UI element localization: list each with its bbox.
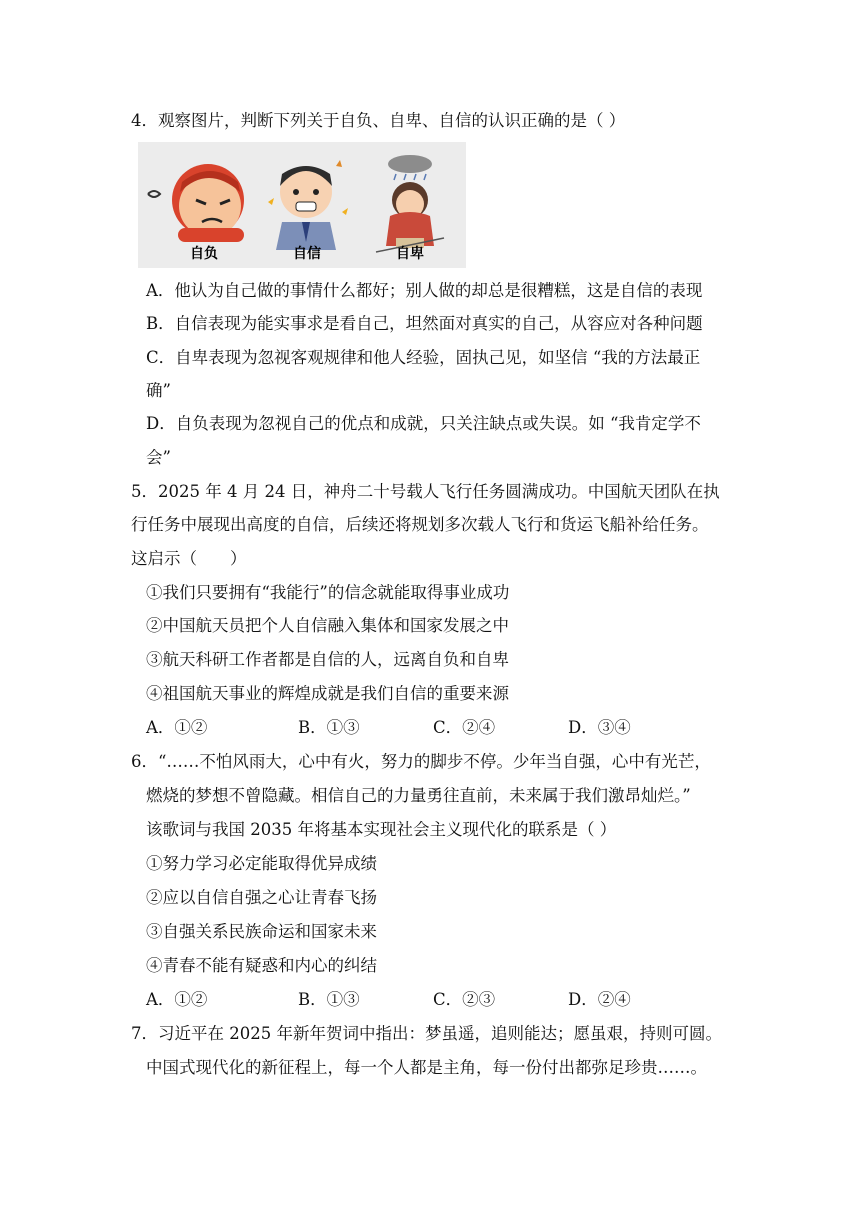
q5-statement-2: ②中国航天员把个人自信融入集体和国家发展之中 — [146, 616, 509, 635]
q6-statement-1: ①努力学习必定能取得优异成绩 — [146, 854, 377, 873]
q4-option-c: C．自卑表现为忽视客观规律和他人经验，固执己见，如坚信 “我的方法最正 — [146, 348, 701, 367]
q6-stem-line2: 燃烧的梦想不曾隐藏。相信自己的力量勇往直前，未来属于我们激昂灿烂。” — [146, 786, 691, 805]
confident-boy-figure — [268, 160, 348, 250]
caption-confident: 自信 — [293, 246, 321, 262]
q6-statement-3: ③自强关系民族命运和国家未来 — [146, 922, 377, 941]
q4-option-c-cont: 确” — [146, 381, 171, 400]
q6-stem-line3: 该歌词与我国 2035 年将基本实现社会主义现代化的联系是（ ） — [146, 820, 617, 839]
q4-option-a: A．他认为自己做的事情什么都好；别人做的却总是很糟糕，这是自信的表现 — [146, 281, 703, 300]
q5-option-c: C．②④ — [433, 718, 496, 737]
caption-arrogant: 自负 — [190, 246, 218, 262]
q6-statement-2: ②应以自信自强之心让青春飞扬 — [146, 888, 377, 907]
q4-option-b: B．自信表现为能实事求是看自己，坦然面对真实的自己，从容应对各种问题 — [146, 314, 703, 333]
q6-statement-4: ④青春不能有疑惑和内心的纠结 — [146, 956, 377, 975]
q4-stem: 4．观察图片，判断下列关于自负、自卑、自信的认识正确的是（ ） — [131, 111, 626, 130]
q5-stem-line3: 这启示（ ） — [131, 549, 247, 568]
q5-statement-4: ④祖国航天事业的辉煌成就是我们自信的重要来源 — [146, 684, 509, 703]
q5-statement-1: ①我们只要拥有“我能行”的信念就能取得事业成功 — [146, 583, 510, 602]
q6-stem-line1: 6．“……不怕风雨大，心中有火，努力的脚步不停。少年当自强，心中有光芒， — [131, 752, 711, 771]
q5-option-d: D．③④ — [568, 718, 631, 737]
arrogant-boy-figure — [148, 164, 244, 242]
q4-option-d-cont: 会” — [146, 448, 171, 467]
q5-stem-line2: 行任务中展现出高度的自信，后续还将规划多次载人飞行和货运飞船补给任务。 — [131, 515, 709, 534]
timid-girl-figure — [376, 155, 444, 252]
q7-stem-line2: 中国式现代化的新征程上，每一个人都是主角，每一份付出都弥足珍贵……。 — [146, 1058, 707, 1077]
q7-stem-line1: 7．习近平在 2025 年新年贺词中指出：梦虽遥，追则能达；愿虽艰，持则可圆。 — [131, 1024, 722, 1043]
q4-option-d: D．自负表现为忽视自己的优点和成就，只关注缺点或失误。如 “我肯定学不 — [146, 414, 701, 433]
q6-option-c: C．②③ — [433, 990, 496, 1009]
q6-option-b: B．①③ — [298, 990, 360, 1009]
q5-statement-3: ③航天科研工作者都是自信的人，远离自负和自卑 — [146, 650, 509, 669]
q6-option-a: A．①② — [146, 990, 208, 1009]
q5-option-a: A．①② — [146, 718, 208, 737]
q5-stem-line1: 5．2025 年 4 月 24 日，神舟二十号载人飞行任务圆满成功。中国航天团队在执 — [131, 482, 720, 501]
q5-option-b: B．①③ — [298, 718, 360, 737]
caption-timid: 自卑 — [396, 246, 424, 262]
q6-option-d: D．②④ — [568, 990, 631, 1009]
q4-illustration — [138, 142, 466, 268]
